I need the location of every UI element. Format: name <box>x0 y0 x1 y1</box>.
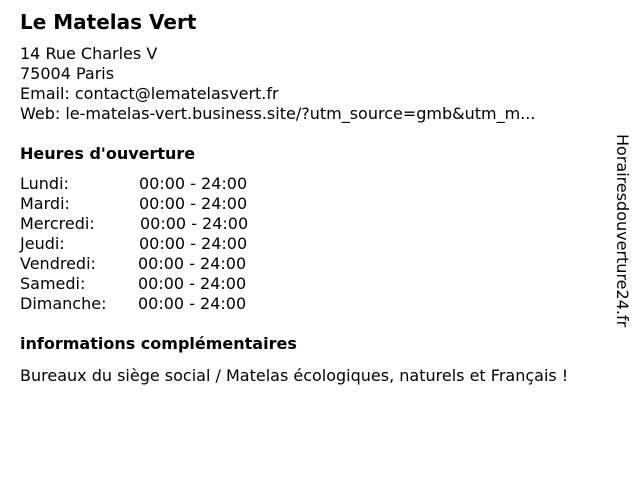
hours-row <box>20 174 320 194</box>
hours-day: Mardi: <box>20 194 70 213</box>
hours-row <box>20 194 320 214</box>
hours-time: 00:00 - 24:00 <box>139 234 248 253</box>
hours-time: 00:00 - 24:00 <box>138 254 247 273</box>
web-line: Web: le-matelas-vert.business.site/?utm_source=gmb&utm_m... <box>20 104 536 123</box>
hours-day: Dimanche: <box>20 294 107 313</box>
hours-day: Jeudi: <box>20 234 65 253</box>
side-watermark-text: Horairesdouverture24.fr <box>613 134 632 328</box>
address-street: 14 Rue Charles V <box>20 44 158 63</box>
hours-row <box>20 294 320 314</box>
hours-day: Mercredi: <box>20 214 95 233</box>
hours-row <box>20 214 320 234</box>
hours-row <box>20 274 320 294</box>
side-watermark <box>612 134 634 344</box>
address-city: 75004 Paris <box>20 64 115 83</box>
hours-time: 00:00 - 24:00 <box>140 214 249 233</box>
hours-time: 00:00 - 24:00 <box>139 174 248 193</box>
hours-row <box>20 254 320 274</box>
hours-row <box>20 234 320 254</box>
email-line: Email: contact@lematelasvert.fr <box>20 84 279 103</box>
info-heading: informations complémentaires <box>20 334 297 353</box>
hours-day: Samedi: <box>20 274 86 293</box>
business-name: Le Matelas Vert <box>20 10 197 34</box>
info-text: Bureaux du siège social / Matelas écologiques, naturels et Français ! <box>20 366 569 385</box>
hours-time: 00:00 - 24:00 <box>138 274 247 293</box>
hours-heading: Heures d'ouverture <box>20 144 196 163</box>
hours-day: Vendredi: <box>20 254 96 273</box>
hours-time: 00:00 - 24:00 <box>139 194 248 213</box>
hours-time: 00:00 - 24:00 <box>138 294 247 313</box>
hours-day: Lundi: <box>20 174 69 193</box>
